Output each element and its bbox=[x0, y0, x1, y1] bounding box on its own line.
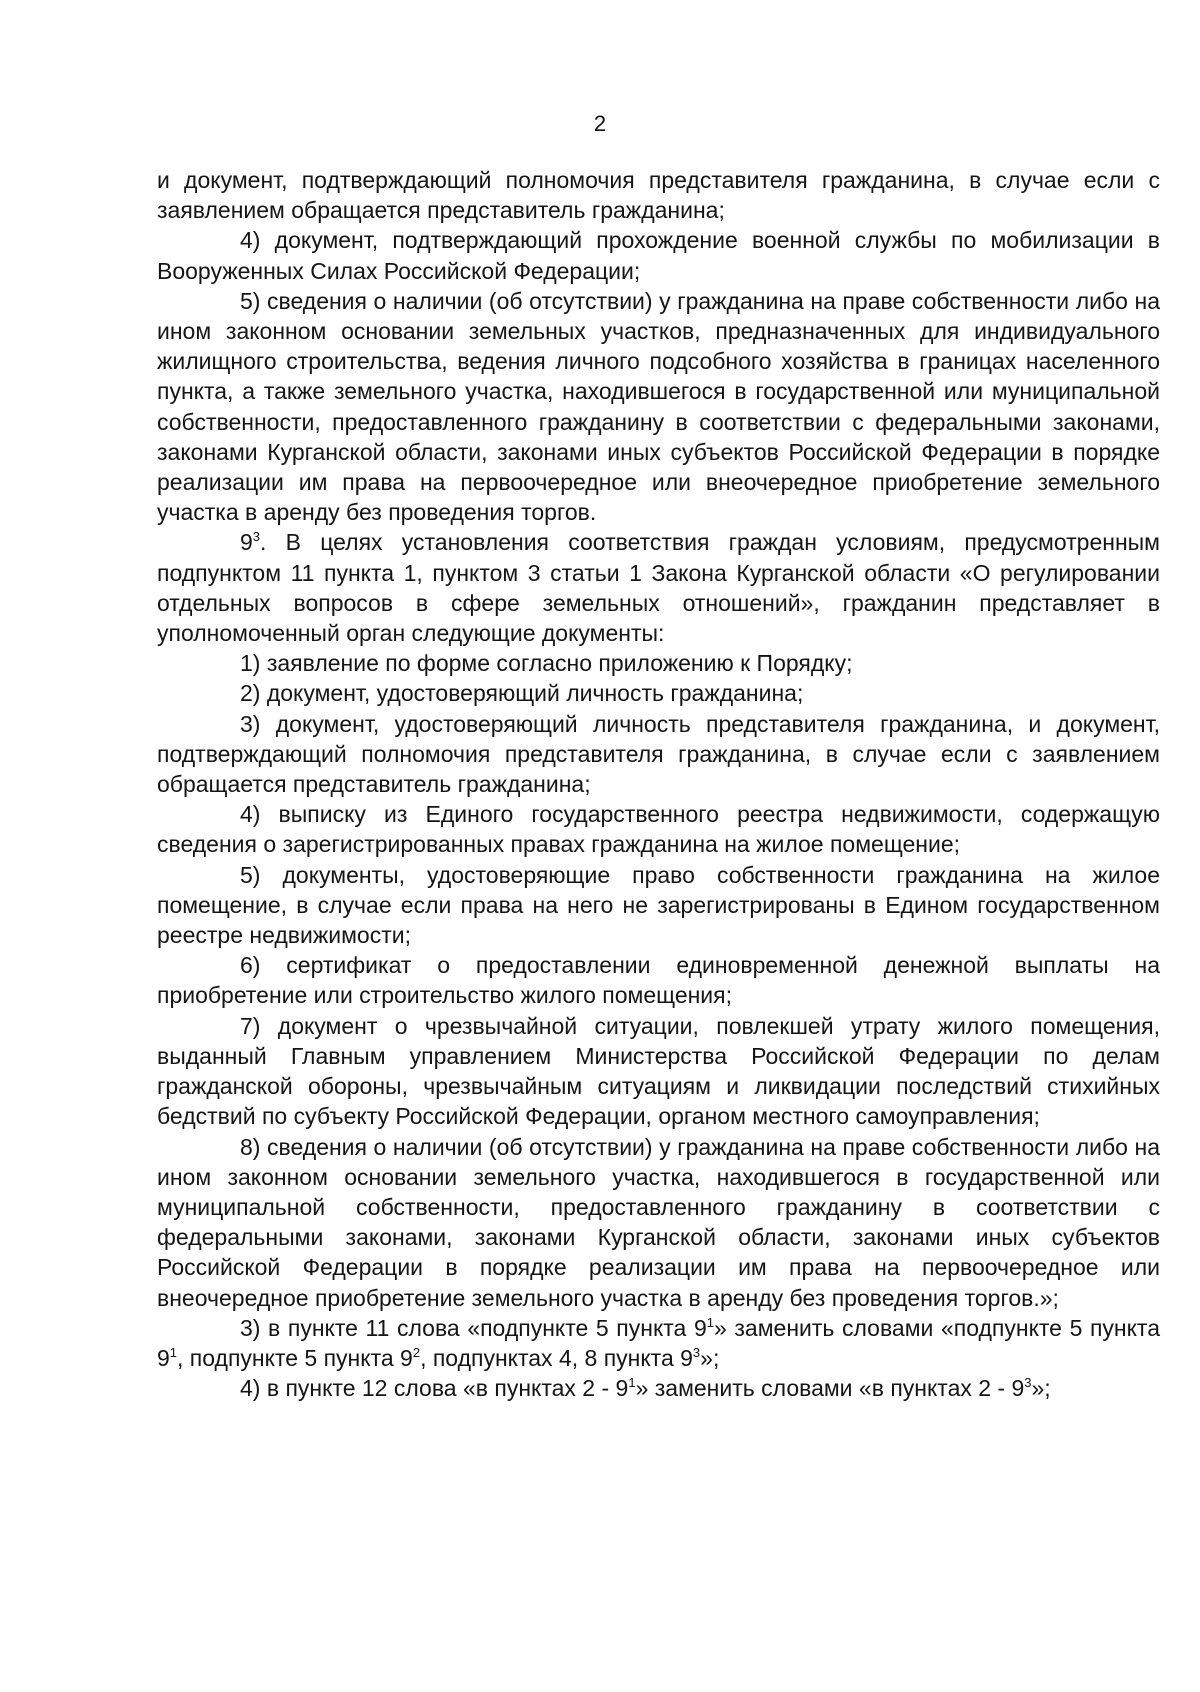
paragraph-amendment-4 bbox=[157, 1373, 1160, 1403]
paragraph-item-7-emergency: 7) документ о чрезвычайной ситуации, повлекшей утрату жилого помещения, выданный Главным управлением Министерства Российской Федерации по делам гражданской обороны, чрезвычайным ситуациям и ликвидации последствий стихийных бедствий по субъекту Российской Федерации, органом местного самоуправления; bbox=[157, 1012, 1160, 1130]
amendment-superscript: 1 bbox=[628, 1375, 636, 1391]
point-superscript: 3 bbox=[252, 529, 261, 545]
point-text: . В целях установления соответствия граждан условиям, предусмотренным подпунктом 11 пункта 1, пунктом 3 статьи 1 Закона Курганской области «О регулировании отдельных вопросов в сфере земельных отношений», гражданин представляет в уполномоченный орган следующие документы: bbox=[157, 529, 1160, 647]
paragraph-item-3-representative: 3) документ, удостоверяющий личность представителя гражданина, и документ, подтверждающий полномочия представителя гражданина, в случае если с заявлением обращается представитель гражданина; bbox=[157, 710, 1160, 798]
amendment-superscript: 3 bbox=[692, 1344, 701, 1360]
amendment-superscript: 3 bbox=[1024, 1375, 1032, 1391]
paragraph-amendment-3 bbox=[157, 1313, 1160, 1373]
amendment-text: »; bbox=[1031, 1375, 1051, 1402]
amendment-text: »; bbox=[700, 1344, 720, 1371]
point-number: 9 bbox=[240, 529, 253, 556]
paragraph-item-8-land-info: 8) сведения о наличии (об отсутствии) у гражданина на праве собственности либо на ином законном основании земельного участка, находившегося в государственной или муниципальной собственности, предоставленного гражданину в соответствии с федеральными законами, законами Курганской области, законами иных субъектов Российской Федерации в порядке реализации им права на первоочередное или внеочередное приобретение земельного участка в аренду без проведения торгов.»; bbox=[157, 1133, 1160, 1311]
paragraph-item-5-ownership-docs: 5) документы, удостоверяющие право собственности гражданина на жилое помещение, в случае если права на него не зарегистрированы в Едином государственном реестре недвижимости; bbox=[157, 861, 1160, 949]
document-body bbox=[157, 165, 1160, 1403]
paragraph-item-4-registry-extract: 4) выписку из Единого государственного реестра недвижимости, содержащую сведения о зарегистрированных правах гражданина на жилое помещение; bbox=[157, 801, 1160, 858]
paragraph-item-1-application: 1) заявление по форме согласно приложению к Порядку; bbox=[240, 650, 853, 677]
paragraph-item-2-identity: 2) документ, удостоверяющий личность гражданина; bbox=[240, 680, 804, 707]
amendment-text: 3) в пункте 11 слова «подпункте 5 пункта 9 bbox=[240, 1314, 707, 1341]
paragraph-item-6-certificate: 6) сертификат о предоставлении единовременной денежной выплаты на приобретение или строительство жилого помещения; bbox=[157, 952, 1160, 1009]
paragraph-point-9-3 bbox=[157, 527, 1160, 648]
amendment-text: , подпункте 5 пункта 9 bbox=[177, 1344, 413, 1371]
amendment-superscript: 2 bbox=[412, 1344, 421, 1360]
amendment-text: 4) в пункте 12 слова «в пунктах 2 - 9 bbox=[240, 1375, 629, 1402]
paragraph-item-4-military-service: 4) документ, подтверждающий прохождение военной службы по мобилизации в Вооруженных Силах Российской Федерации; bbox=[157, 227, 1160, 284]
paragraph-item-5-land-info: 5) сведения о наличии (об отсутствии) у гражданина на праве собственности либо на ином законном основании земельных участков, предназначенных для индивидуального жилищного строительства, ведения личного подсобного хозяйства в границах населенного пункта, а также земельного участка, находившегося в государственной или муниципальной собственности, предоставленного гражданину в соответствии с федеральными законами, законами Курганской области, законами иных субъектов Российской Федерации в порядке реализации им права на первоочередное или внеочередное приобретение земельного участка в аренду без проведения торгов. bbox=[157, 287, 1160, 526]
amendment-text: » заменить словами «в пунктах 2 - 9 bbox=[635, 1375, 1025, 1402]
amendment-text: » заменить словами «подпункте 5 пункта 9 bbox=[157, 1314, 1161, 1371]
amendment-text: , подпунктах 4, 8 пункта 9 bbox=[420, 1344, 693, 1371]
amendment-superscript: 1 bbox=[706, 1314, 714, 1330]
page-number: 2 bbox=[593, 111, 607, 136]
amendment-superscript: 1 bbox=[169, 1344, 178, 1360]
paragraph-continuation: и документ, подтверждающий полномочия представителя гражданина, в случае если с заявлением обращается представитель гражданина; bbox=[157, 167, 1160, 224]
